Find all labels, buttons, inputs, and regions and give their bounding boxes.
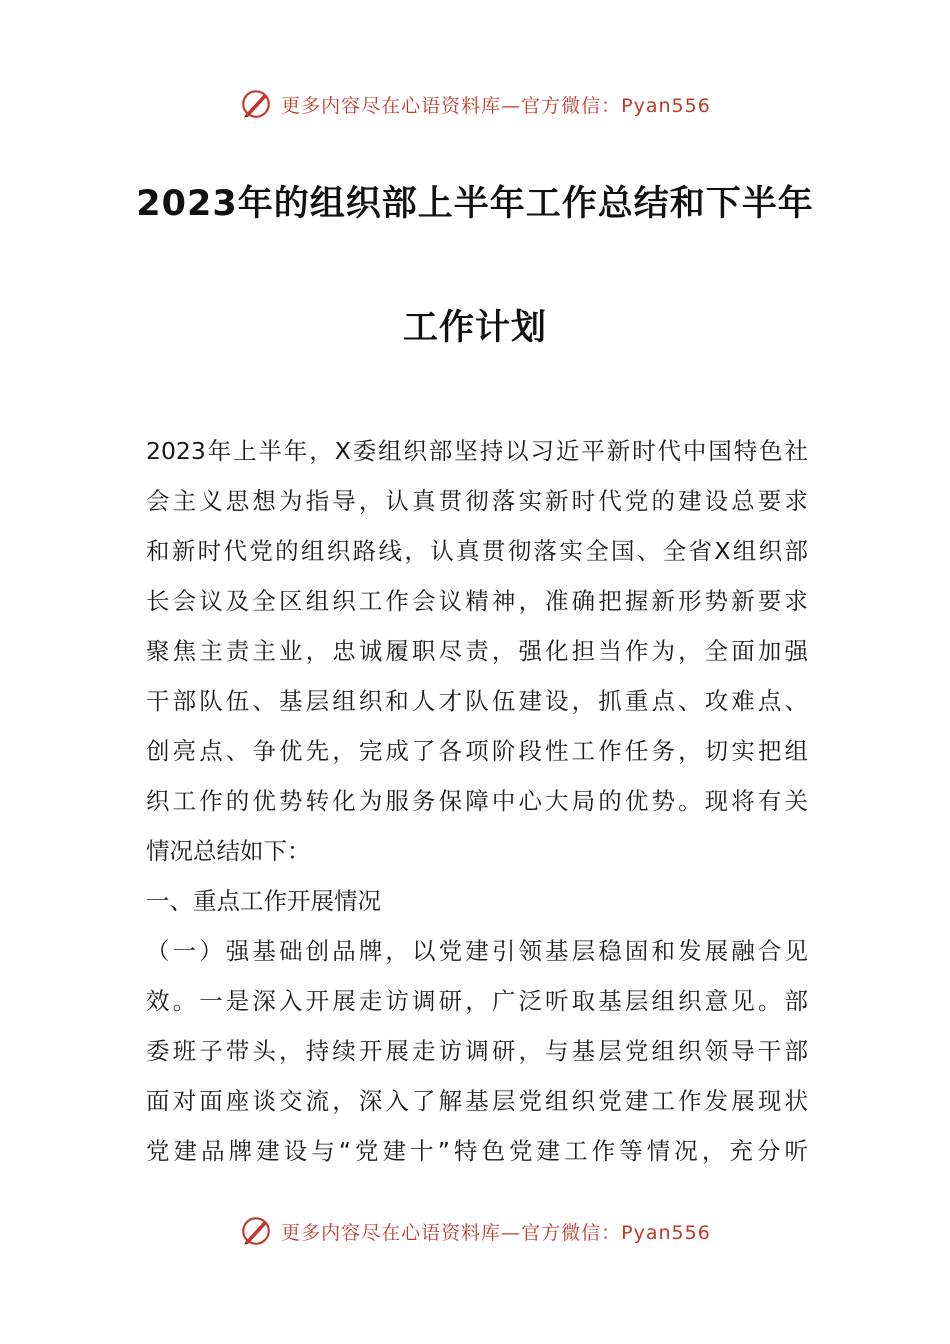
body-line: 聚焦主责主业，忠诚履职尽责，强化担当作为，全面加强 [146,637,808,665]
section-heading: 一、重点工作开展情况 [146,887,381,915]
watermark-text: 更多内容尽在心语资料库—官方微信：Pyan556 [281,94,711,117]
body-line: 党建品牌建设与“党建十”特色党建工作等情况，充分听 [146,1137,808,1165]
pen-circle-logo-icon [239,1214,273,1248]
body-line: （一）强基础创品牌，以党建引领基层稳固和发展融合见 [146,937,808,965]
body-line: 会主义思想为指导，认真贯彻落实新时代党的建设总要求 [146,487,808,515]
body-line: 织工作的优势转化为服务保障中心大局的优势。现将有关 [146,787,808,815]
body-line: 和新时代党的组织路线，认真贯彻落实全国、全省X组织部 [146,537,808,565]
document-title-line-1: 2023年的组织部上半年工作总结和下半年 [136,184,814,224]
body-line: 创亮点、争优先，完成了各项阶段性工作任务，切实把组 [146,737,808,765]
body-line: 干部队伍、基层组织和人才队伍建设，抓重点、攻难点、 [146,687,808,715]
body-line: 长会议及全区组织工作会议精神，准确把握新形势新要求 [146,587,808,615]
pen-circle-logo-icon [239,87,273,121]
body-line: 效。一是深入开展走访调研，广泛听取基层组织意见。部 [146,987,808,1015]
body-line: 2023年上半年，X委组织部坚持以习近平新时代中国特色社 [146,437,808,465]
watermark-text: 更多内容尽在心语资料库—官方微信：Pyan556 [281,1221,711,1244]
watermark-header [0,84,950,124]
body-line: 委班子带头，持续开展走访调研，与基层党组织领导干部 [146,1037,808,1065]
watermark-footer [0,1211,950,1251]
body-line: 情况总结如下： [146,837,311,865]
document-body [146,426,808,1176]
body-line: 面对面座谈交流，深入了解基层党组织党建工作发展现状 [146,1087,808,1115]
document-title-line-2: 工作计划 [402,308,547,348]
